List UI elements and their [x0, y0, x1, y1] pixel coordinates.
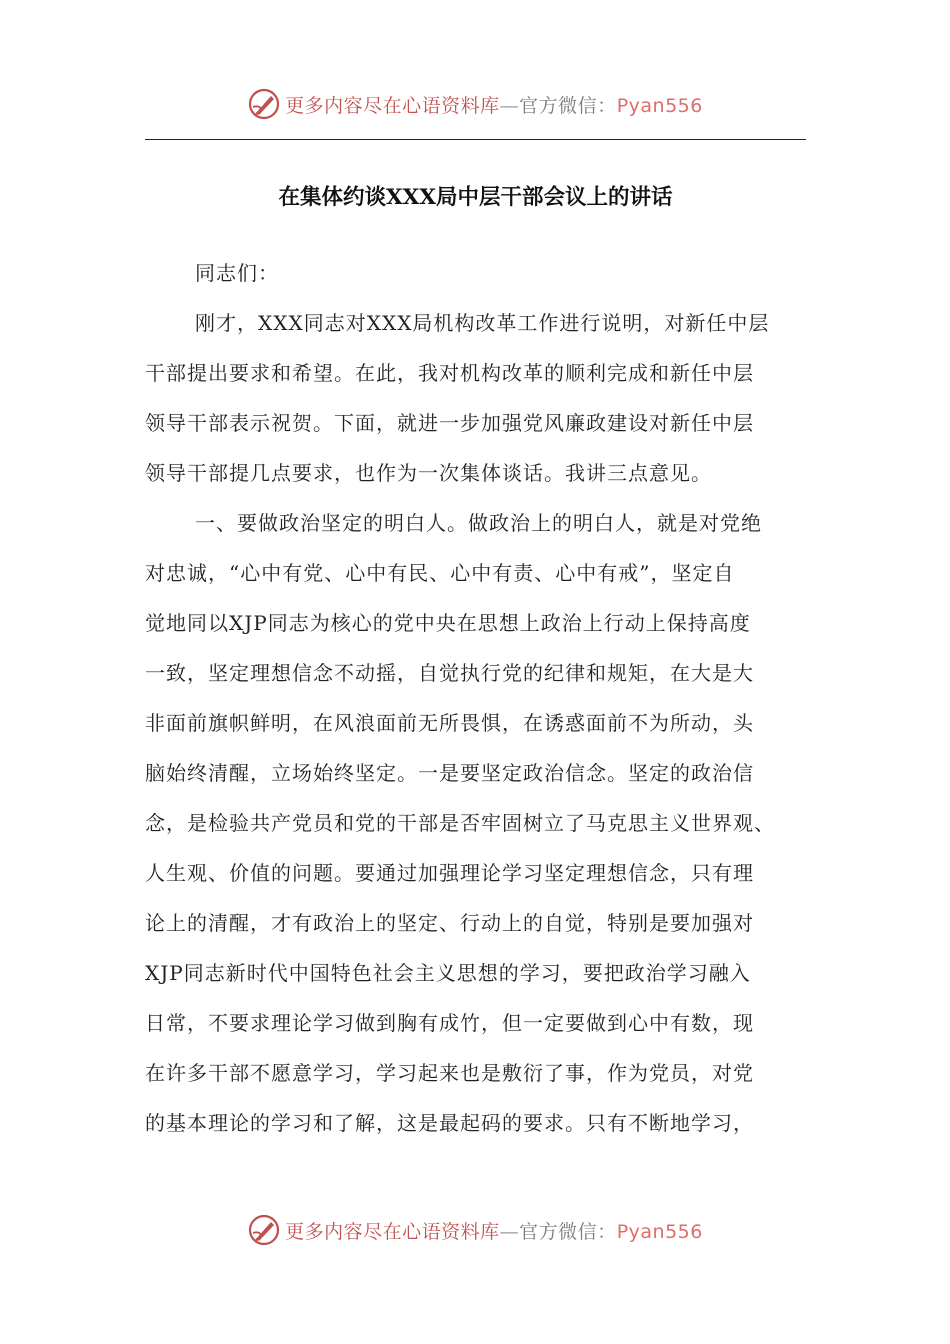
paragraph-line: 论上的清醒，才有政治上的坚定、行动上的自觉，特别是要加强对 [145, 911, 754, 935]
paragraph-line: 一、要做政治坚定的明白人。做政治上的明白人，就是对党绝 [195, 511, 762, 535]
paragraph-line: 脑始终清醒，立场始终坚定。一是要坚定政治信念。坚定的政治信 [145, 761, 754, 785]
salutation: 同志们： [195, 261, 279, 285]
watermark-site-text: 更多内容尽在心语资料库 [285, 1220, 500, 1243]
quill-pen-circle-icon [247, 87, 281, 121]
watermark-wechat-id: Pyan556 [616, 94, 703, 117]
quill-pen-circle-icon [247, 1213, 281, 1247]
paragraph-line: 一致，坚定理想信念不动摇，自觉执行党的纪律和规矩，在大是大 [145, 661, 754, 685]
watermark-separator: — [499, 1220, 520, 1243]
watermark-wechat-label: 官方微信： [519, 1220, 617, 1243]
paragraph-2 [145, 498, 817, 1148]
paragraph-line: 非面前旗帜鲜明，在风浪面前无所畏惧，在诱惑面前不为所动，头 [145, 711, 754, 735]
paragraph-line: 觉地同以XJP同志为核心的党中央在思想上政治上行动上保持高度 [145, 611, 751, 635]
paragraph-line: 的基本理论的学习和了解，这是最起码的要求。只有不断地学习， [145, 1111, 754, 1135]
paragraph-line: 在许多干部不愿意学习，学习起来也是敷衍了事，作为党员，对党 [145, 1061, 754, 1085]
paragraph-line: 人生观、价值的问题。要通过加强理论学习坚定理想信念，只有理 [145, 861, 754, 885]
paragraph-line: XJP同志新时代中国特色社会主义思想的学习，要把政治学习融入 [145, 961, 751, 985]
header-watermark [0, 82, 950, 126]
paragraph-1 [145, 298, 817, 498]
watermark-wechat-label: 官方微信： [519, 94, 617, 117]
watermark-site-text: 更多内容尽在心语资料库 [285, 94, 500, 117]
header-divider [145, 139, 806, 140]
paragraph-line: 念，是检验共产党员和党的干部是否牢固树立了马克思主义世界观、 [145, 811, 775, 835]
paragraph-line: 领导干部表示祝贺。下面，就进一步加强党风廉政建设对新任中层 [145, 411, 754, 435]
paragraph-line: 领导干部提几点要求，也作为一次集体谈话。我讲三点意见。 [145, 461, 712, 485]
watermark-separator: — [499, 94, 520, 117]
document-title: 在集体约谈XXX局中层干部会议上的讲话 [278, 185, 673, 210]
paragraph-line: 干部提出要求和希望。在此，我对机构改革的顺利完成和新任中层 [145, 361, 754, 385]
watermark-wechat-id: Pyan556 [616, 1220, 703, 1243]
document-body [145, 248, 817, 1148]
paragraph-line: 刚才，XXX同志对XXX局机构改革工作进行说明，对新任中层 [195, 311, 770, 335]
footer-watermark [0, 1208, 950, 1252]
paragraph-line: 日常，不要求理论学习做到胸有成竹，但一定要做到心中有数，现 [145, 1011, 754, 1035]
paragraph-line: 对忠诚，“心中有党、心中有民、心中有责、心中有戒”，坚定自 [145, 561, 735, 585]
